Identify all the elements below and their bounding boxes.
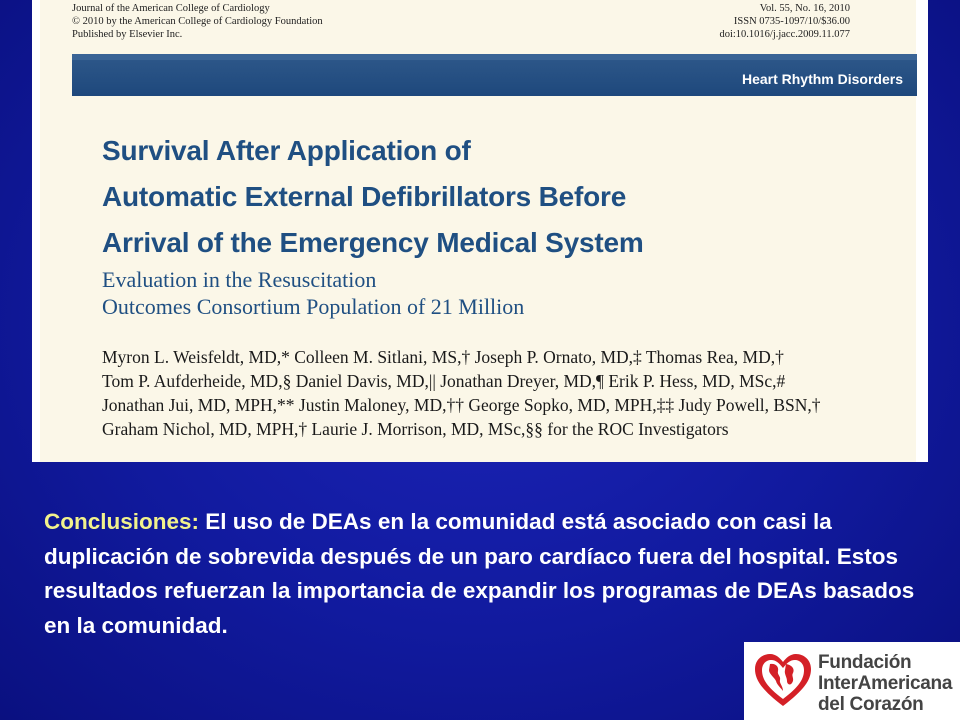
foundation-logo <box>744 642 960 720</box>
publisher-line: Published by Elsevier Inc. <box>72 29 183 40</box>
conclusion-paragraph <box>44 505 924 643</box>
journal-header-right <box>719 2 850 41</box>
conclusion-text: El uso de DEAs en la comunidad está asociado con casi la duplicación de sobrevida después de un paro cardíaco fuera del hospital. Estos resultados refuerzan la importancia de expandir los programas de DEAs basados en la comunidad. <box>44 509 915 638</box>
title-line: Automatic External Defibrillators Before <box>102 181 627 212</box>
section-label: Heart Rhythm Disorders <box>741 71 903 87</box>
title-line: Survival After Application of <box>102 135 471 166</box>
title-line: Arrival of the Emergency Medical System <box>102 227 644 258</box>
heart-globe-icon <box>752 650 814 712</box>
logo-line: Fundación <box>818 652 912 673</box>
issn-line: ISSN 0735-1097/10/$36.00 <box>733 16 850 27</box>
subtitle-line: Evaluation in the Resuscitation <box>102 267 377 292</box>
article-subtitle <box>102 266 524 320</box>
author-line: Jonathan Jui, MD, MPH,** Justin Maloney, MD,†† George Sopko, MD, MPH,‡‡ Judy Powell, BSN,† <box>102 395 821 415</box>
copyright-line: © 2010 by the American College of Cardiology Foundation <box>72 16 323 27</box>
article-title <box>102 128 644 266</box>
author-line: Tom P. Aufderheide, MD,§ Daniel Davis, MD,|| Jonathan Dreyer, MD,¶ Erik P. Hess, MD, MSc,# <box>102 371 786 391</box>
conclusion-label: Conclusiones: <box>44 509 200 534</box>
section-bar <box>72 60 917 96</box>
author-list <box>102 345 821 441</box>
logo-line: InterAmericana <box>818 673 953 694</box>
author-line: Graham Nichol, MD, MPH,† Laurie J. Morrison, MD, MSc,§§ for the ROC Investigators <box>102 419 729 439</box>
logo-line: del Corazón <box>818 694 924 715</box>
author-line: Myron L. Weisfeldt, MD,* Colleen M. Sitlani, MS,† Joseph P. Ornato, MD,‡ Thomas Rea, MD,† <box>102 347 784 367</box>
doi-line: doi:10.1016/j.jacc.2009.11.077 <box>719 29 850 40</box>
subtitle-line: Outcomes Consortium Population of 21 Million <box>102 294 525 319</box>
foundation-name <box>818 652 952 715</box>
volume-line: Vol. 55, No. 16, 2010 <box>759 3 850 14</box>
journal-header-left <box>72 2 323 41</box>
article-image <box>32 0 928 462</box>
journal-name: Journal of the American College of Cardiology <box>72 3 270 14</box>
